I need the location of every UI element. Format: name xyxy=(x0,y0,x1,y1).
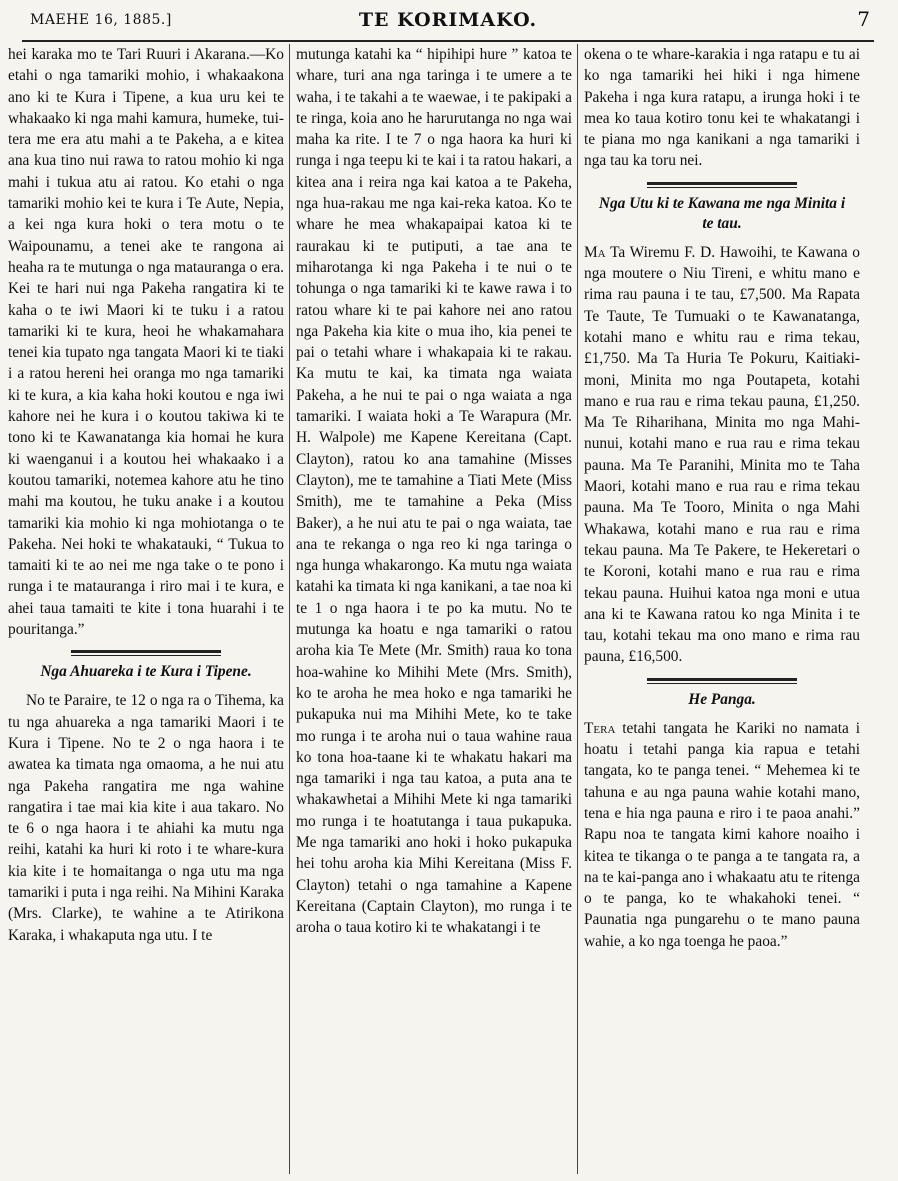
article-paragraph: mutunga katahi ka “ hipihipi hure ” katoa te whare, turi ana nga taringa i te umere a te waha, i te takahi a te waewae, i te pakipaki a te ringa, koia ano he harurutanga no nga wai maha ka rite. I te 7 o nga haora ka huri ki runga i nga teepu ki te kai i ta ratou hakari, a kitea ana i reira nga kai katoa a te Pakeha, nga hua-rakau me nga kai-reka katoa. Ko te whare he mea whakapaipai katoa ki te raurakau ki te putiputi, a tae ana te miharotanga ki nga Pakeha i te nui o te tohunga o nga tamariki ki te kawe rawa i to ratou whare ki te pai kahore nei ano ratou nga Pakeha kia kite o mua iho, kia penei te pai o tetahi whare i whakapaia ki te rakau. Ka mutu te kai, ka timata nga waiata Pakeha, a he nui te pai o nga waiata a nga tamariki. I waiata hoki a Te Warapura (Mr. H. Walpole) me Kapene Kereitana (Capt. Clayton), ratou ko ana tamahine (Misses Clayton), me te tamahine a Tiati Mete (Miss Smith), me te tamahine a Peka (Miss Baker), a he nui atu te pai o nga waiata, tae ana te rekanga o nga reo ki nga taringa o nga hunga whakarongo. Ka mutu nga waiata katahi ka timata ki nga kanikani, a tae noa ki te 1 o nga haora i te po ka mutu. No te mutunga ka hoatu e nga tamariki o ratou aroha kia Te Mete (Mr. Smith) raua ko tona hoa-wahine ko Mihihi Mete (Mrs. Smith), ko te aroha he mea hoko e nga tamariki he pukapuka nui ma Mihihi Mete, ko te take mo runga i te aroha nui o taua wahine raua ko tona hoa-taane ki te whakatu hakari ma nga tamariki i nga tau katoa, a puta ana te whakawhetai a Mihihi Mete ki nga tamariki mo runga i te hoatutanga i taua pukapuka. Me nga tamariki ano hoki i hoko pukapuka hei tohu aroha kia Mihi Kereitana (Miss F. Clayton) tetahi o nga tamahine a Kapene Kereitana (Captain Clayton), mo runga i te aroha o taua kotiro ki te whakatangi i te xyxy=(296,46,572,937)
article-paragraph xyxy=(584,242,860,668)
column-1 xyxy=(8,44,284,1174)
section-separator xyxy=(647,182,797,188)
column-divider xyxy=(577,44,578,1174)
article-heading: Nga Ahuareka i te Kura i Tipene. xyxy=(40,663,252,681)
column-divider xyxy=(289,44,290,1174)
paragraph-body: tetahi tangata he Kariki no namata i hoatu i tetahi panga kia rapua e tetahi tangata, ko te panga tenei. “ Mehemea ki te tahuna e au nga pauna wahie kotahi mano, tena e hia nga pauna e riro i te paoa anahi.” Rapu noa te tangata kimi kahore noaiho i kitea te tikanga o te panga a te tangata ra, a na te kai-panga ano i whakaatu atu te ritenga o te panga, ko te whakahoki tenei. “ Paunatia nga pungarehu o te mano pauna wahie, a ko nga toenga he paoa.” xyxy=(584,719,860,950)
column-2 xyxy=(296,44,572,1174)
column-3 xyxy=(584,44,860,1174)
article-paragraph: hei karaka mo te Tari Ruuri i Akarana.—Ko etahi o nga tamariki mohio, i whakaakona ano ki te Kura i Tipene, a kua uru kei te whakaako ki nga mahi kamura, humeke, tui-tera me era atu mahi a te Pakeha, a e kitea ana kua tino nui rawa to ratou mohio ki nga mahi i tukua atu ai ratou. Ko etahi o nga tamariki mohio kei te kura i Te Aute, Nepia, a kei nga kura hoki o tera motu o te Waipounamu, a tenei ake te rangona ai heaha ra te mutunga o nga matauranga o era. Kei te hari nui nga Pakeha rangatira ki te kaha o te iwi Maori ki te tuku i a ratou tamariki ki te kura, heoi he whakamahara tenei kia tupato nga tangata Maori ki te tiaki i a ratou hereni hei oranga mo nga tamariki ki te kura, a kia kaha hoki koutou e nga iwi kahore nei he kura i o koutou takiwa ki te tono ki te Kawanatanga kia homai he kura ki waenganui i a koutou hei whakaako i a koutou tamariki, notemea kahore atu he tino mahi ma koutou, he tuku anake i a koutou tamariki kia mohio ki nga mohiotanga o te Pakeha. Nei hoki te whakatauki, “ Tukua to tamaiti ki te ao nei me nga take o te pono i runga i te matauranga i riro mai i te kura, e ahei taua tamaiti te kite i tona huarahi i te pouritanga.” xyxy=(8,46,284,639)
paragraph-body: Ta Wiremu F. D. Hawoihi, te Kawana o nga moutere o Niu Tireni, e whitu mano e rima rau pauna i te tau, £7,500. Ma Rapata Te Taute, Te Tumuaki o te Kawanatanga, kotahi mano e whitu rau e rima tekau, £1,750. Ma Ta Huria Te Pokuru, Kaitiaki-moni, Minita mo nga Poutapeta, kotahi mano e rua rau e rima tekau pauna, £1,250. Ma Te Riharihana, Minita mo nga Mahi-nunui, kotahi mano e rua rau e rima tekau pauna. Ma Te Paranihi, Minita mo te Taha Maori, kotahi mano e rua rau e rima tekau pauna. Ma Te Tooro, Minita o nga Mahi Whakawa, kotahi mano e rua rau e rima tekau pauna. Ma Te Pakere, te Hekeretari o te Koroni, kotahi mano e rua rau e rima tekau pauna. Huihui katoa nga moni e utua ana ki te Kawana ratou ko nga Minita i te tau, kotahi tekau ma ono mano e rima rau pauna, £16,500. xyxy=(584,243,860,666)
article-heading: He Panga. xyxy=(688,690,756,708)
section-separator xyxy=(71,650,221,656)
page-number: 7 xyxy=(857,7,870,31)
article-heading: Nga Utu ki te Kawana me nga Minita i te tau. xyxy=(598,194,846,232)
article-paragraph: No te Paraire, te 12 o nga ra o Tihema, ka tu nga ahuareka a nga tamariki Maori i te Kura i Tipene. No te 2 o nga haora i te awatea ka timata nga omaoma, a he nui atu nga Pakeha rangatira me nga wahine rangatira i tae mai kia kite i aua takaro. No te 6 o nga haora i te ahiahi ka mutu nga reihi, katahi ka huri ki roto i te whare-kura kia kite i te homaitanga o nga utu ma nga tamariki i puta i nga reihi. Na Mihini Karaka (Mrs. Clarke), te wahine a te Atirikona Karaka, i whakaputa nga utu. I te xyxy=(8,692,284,944)
page-header xyxy=(22,6,874,42)
paragraph-lead-word: Tera xyxy=(584,719,616,737)
section-separator xyxy=(647,678,797,684)
newspaper-title: TE KORIMAKO. xyxy=(358,9,538,31)
paragraph-lead-word: Ma xyxy=(584,243,606,261)
article-paragraph xyxy=(584,718,860,952)
article-paragraph: okena o te whare-karakia i nga ratapu e tu ai ko nga tamariki hei hiki i nga himene Pakeha i nga kura ratapu, a irunga hoki i te mea ko taua kotiro tonu kei te whakatangi i te piana mo nga kanikani a nga tamariki i nga tau ka toru nei. xyxy=(584,46,860,170)
issue-date: MAEHE 16, 1885.] xyxy=(30,12,172,28)
